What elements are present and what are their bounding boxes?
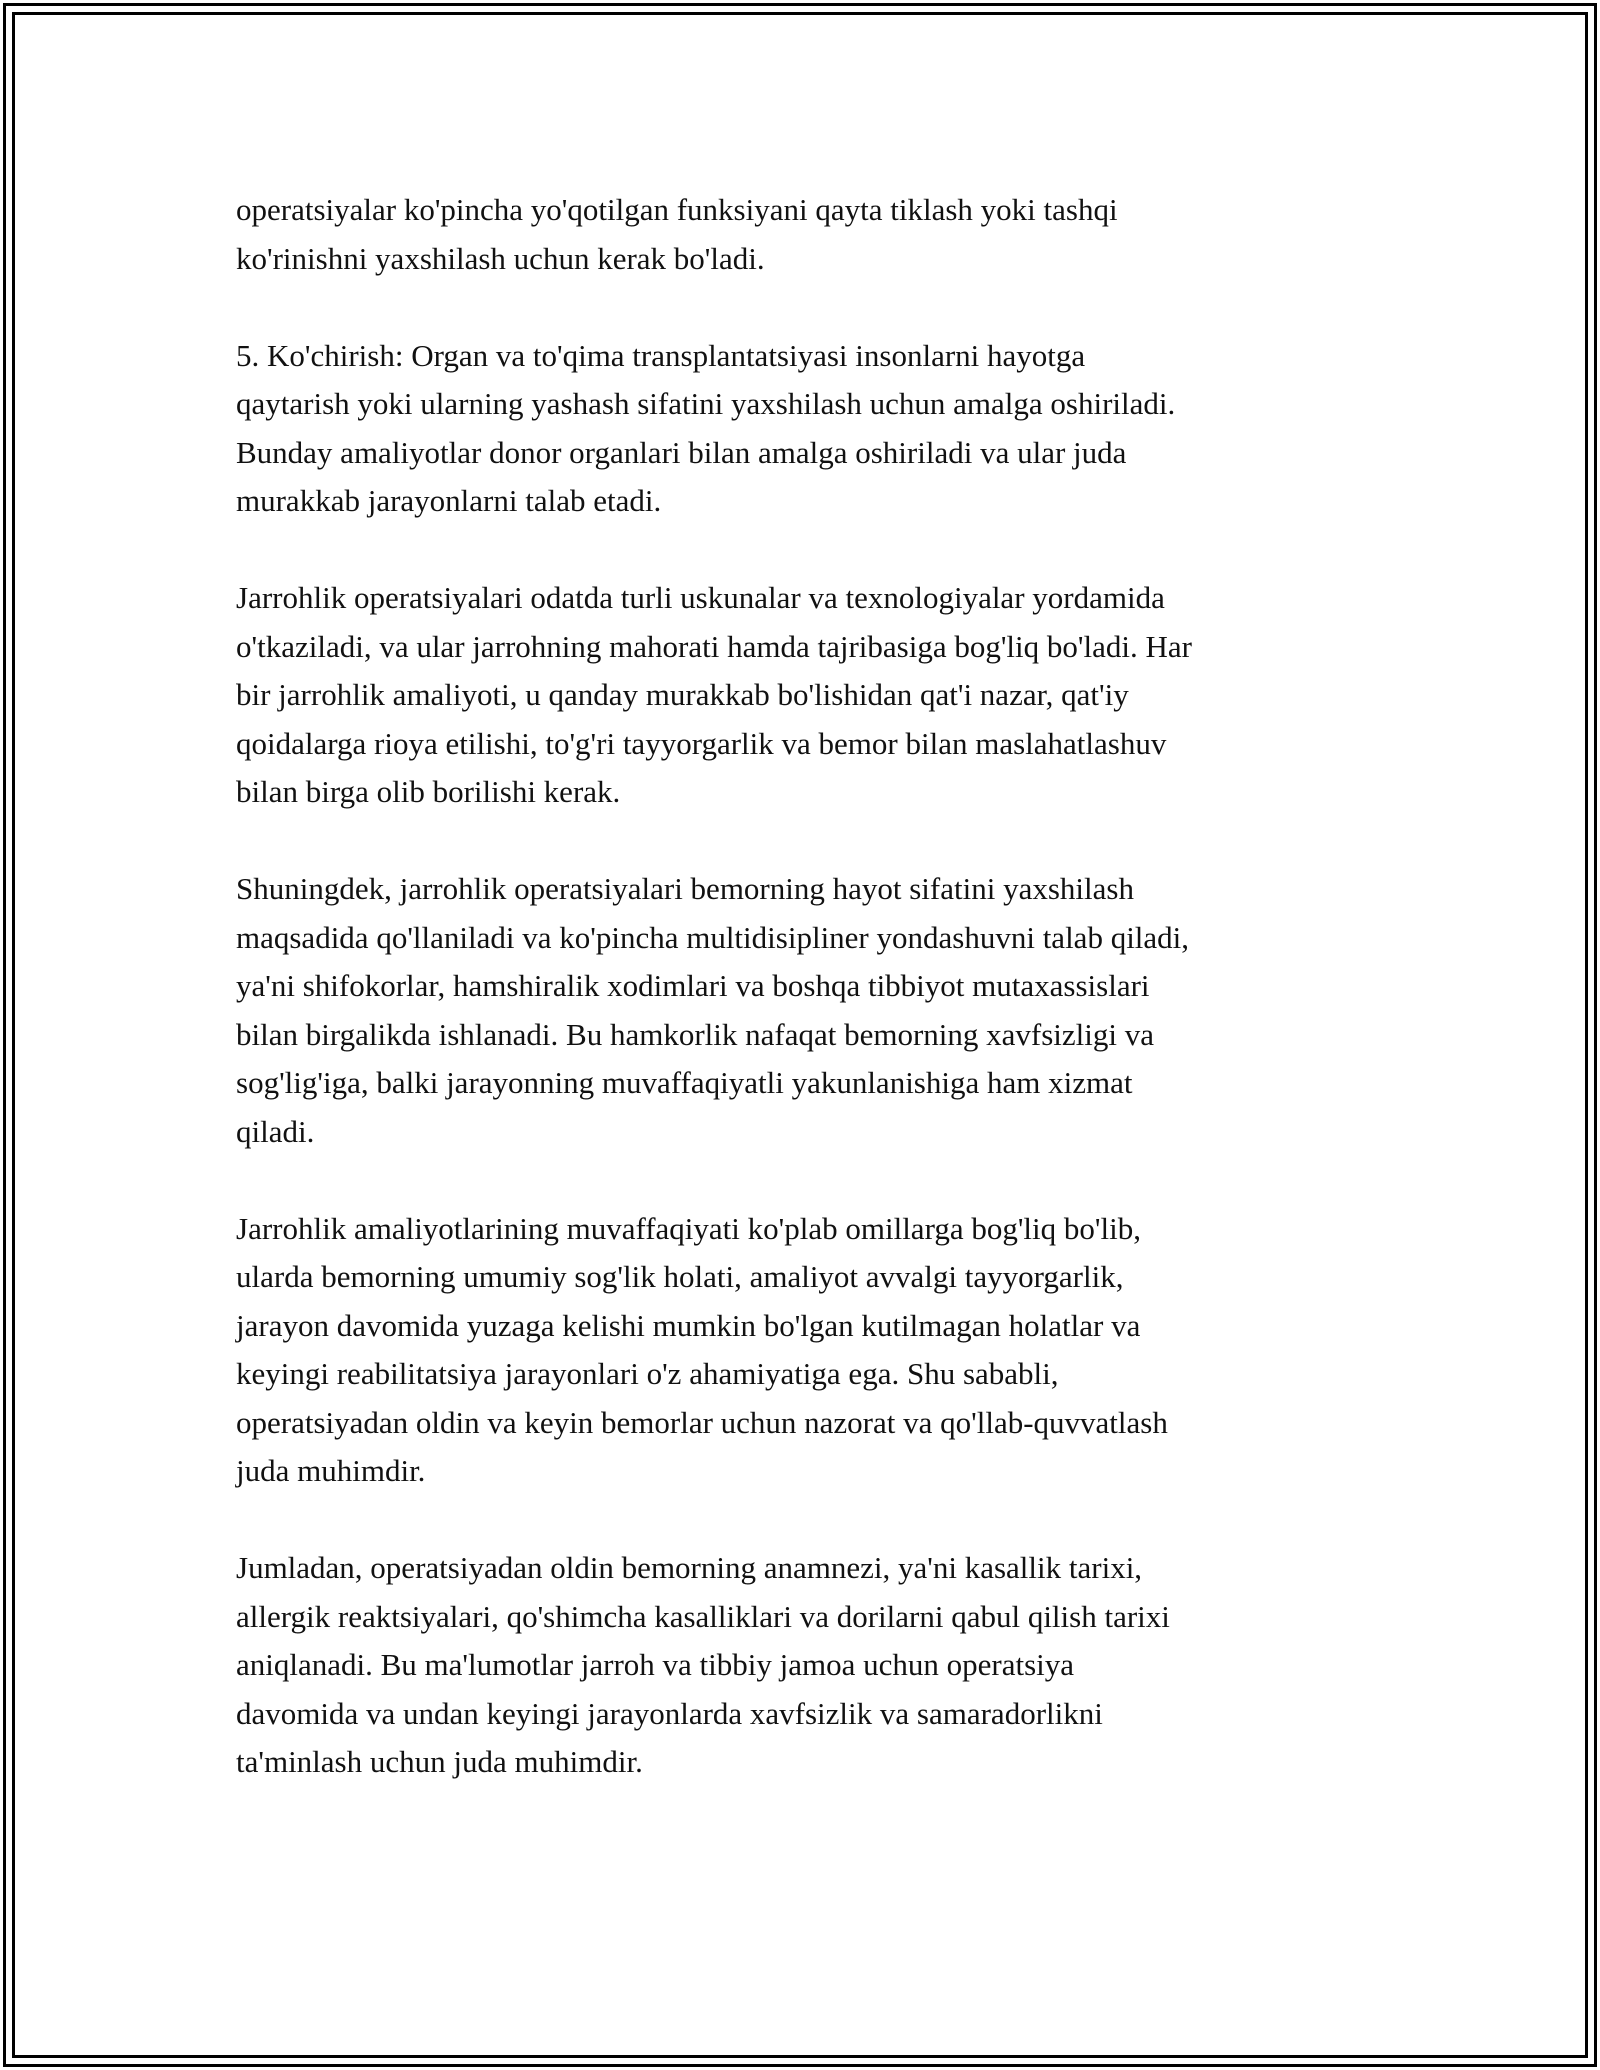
text-line: maqsadida qo'llaniladi va ko'pincha multidisipliner yondashuvni talab qiladi,	[236, 919, 1190, 955]
text-line: 5. Ko'chirish: Organ va to'qima transplantatsiyasi insonlarni hayotga	[236, 337, 1086, 373]
text-line: keyingi reabilitatsiya jarayonlari o'z ahamiyatiga ega. Shu sababli,	[236, 1356, 1059, 1391]
text-line: allergik reaktsiyalari, qo'shimcha kasalliklari va dorilarni qabul qilish tarixi	[236, 1598, 1170, 1634]
text-line: murakkab jarayonlarni talab etadi.	[236, 483, 662, 518]
text-line: bilan birga olib borilishi kerak.	[236, 774, 621, 809]
text-line: Jarrohlik operatsiyalari odatda turli uskunalar va texnologiyalar yordamida	[236, 580, 1165, 615]
text-line: o'tkaziladi, va ular jarrohning mahorati hamda tajribasiga bog'liq bo'ladi. Har	[236, 628, 1192, 664]
text-line: aniqlanadi. Bu ma'lumotlar jarroh va tibbiy jamoa uchun operatsiya	[236, 1647, 1075, 1682]
text-line: qaytarish yoki ularning yashash sifatini yaxshilash uchun amalga oshiriladi.	[236, 386, 1176, 421]
text-line: Shuningdek, jarrohlik operatsiyalari bemorning hayot sifatini yaxshilash	[236, 871, 1134, 906]
paragraph-6	[236, 1544, 1386, 1787]
paragraph-5	[236, 1205, 1386, 1496]
paragraph-2	[236, 332, 1386, 526]
text-line: Jumladan, operatsiyadan oldin bemorning anamnezi, ya'ni kasallik tarixi,	[236, 1550, 1143, 1585]
text-line: jarayon davomida yuzaga kelishi mumkin bo'lgan kutilmagan holatlar va	[236, 1307, 1141, 1343]
text-line: qiladi.	[236, 1113, 315, 1149]
text-line: ko'rinishni yaxshilash uchun kerak bo'ladi.	[236, 240, 765, 276]
text-line: ya'ni shifokorlar, hamshiralik xodimlari va boshqa tibbiyot mutaxassislari	[236, 968, 1150, 1003]
text-line: ta'minlash uchun juda muhimdir.	[236, 1744, 643, 1779]
text-line: Jarrohlik amaliyotlarining muvaffaqiyati ko'plab omillarga bog'liq bo'lib,	[236, 1210, 1141, 1246]
text-line: bir jarrohlik amaliyoti, u qanday murakkab bo'lishidan qat'i nazar, qat'iy	[236, 677, 1129, 712]
text-line: qoidalarga rioya etilishi, to'g'ri tayyorgarlik va bemor bilan maslahatlashuv	[236, 725, 1167, 761]
text-line: operatsiyadan oldin va keyin bemorlar uchun nazorat va qo'llab-quvvatlash	[236, 1404, 1168, 1440]
text-line: juda muhimdir.	[236, 1453, 426, 1488]
paragraph-1	[236, 186, 1386, 283]
document-body	[236, 186, 1386, 1835]
text-line: Bunday amaliyotlar donor organlari bilan amalga oshiriladi va ular juda	[236, 434, 1127, 470]
text-line: operatsiyalar ko'pincha yo'qotilgan funksiyani qayta tiklash yoki tashqi	[236, 192, 1118, 227]
text-line: bilan birgalikda ishlanadi. Bu hamkorlik nafaqat bemorning xavfsizligi va	[236, 1016, 1155, 1052]
text-line: ularda bemorning umumiy sog'lik holati, amaliyot avvalgi tayyorgarlik,	[236, 1259, 1124, 1294]
text-line: davomida va undan keyingi jarayonlarda xavfsizlik va samaradorlikni	[236, 1695, 1103, 1731]
paragraph-4	[236, 865, 1386, 1156]
text-line: sog'lig'iga, balki jarayonning muvaffaqiyatli yakunlanishiga ham xizmat	[236, 1065, 1133, 1100]
paragraph-3	[236, 574, 1386, 817]
